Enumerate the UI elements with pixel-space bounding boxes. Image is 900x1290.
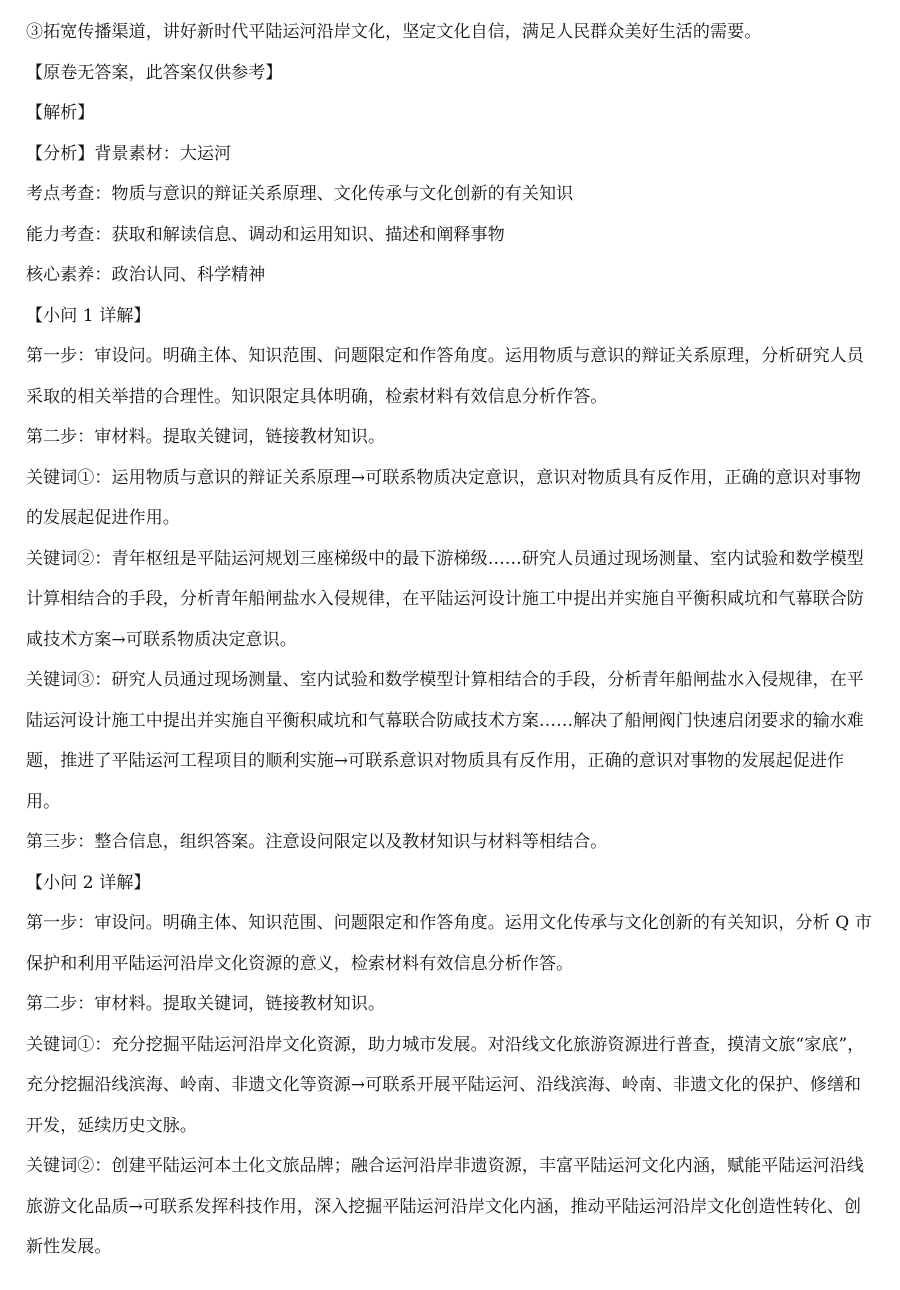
core-literacy: 核心素养：政治认同、科学精神 — [26, 265, 266, 285]
q1-keyword-1: 关键词①：运用物质与意识的辩证关系原理→可联系物质决定意识，意识对物质具有反作用，正确的意识对事物的发展起促进作用。 — [26, 467, 862, 528]
q1-step-3: 第三步：整合信息，组织答案。注意设问限定以及教材知识与材料等相结合。 — [26, 832, 608, 852]
q1-step-1: 第一步：审设问。明确主体、知识范围、问题限定和作答角度。运用物质与意识的辩证关系原理，分析研究人员采取的相关举措的合理性。知识限定具体明确，检索材料有效信息分析作答。 — [26, 346, 864, 407]
q2-keyword-1: 关键词①：充分挖掘平陆运河沿岸文化资源，助力城市发展。对沿线文化旅游资源进行普查，摸清文旅“家底”，充分挖掘沿线滨海、岭南、非遗文化等资源→可联系开展平陆运河、沿线滨海、岭南、非遗文化的保护、修缮和开发，延续历史文脉。 — [26, 1034, 865, 1136]
background-material: 【分析】背景素材：大运河 — [26, 143, 232, 164]
ability-points: 能力考查：获取和解读信息、调动和运用知识、描述和阐释事物 — [26, 224, 505, 245]
q2-step-1: 第一步：审设问。明确主体、知识范围、问题限定和作答角度。运用文化传承与文化创新的有关知识，分析 Q 市保护和利用平陆运河沿岸文化资源的意义，检索材料有效信息分析作答。 — [26, 913, 872, 974]
q1-keyword-3: 关键词③：研究人员通过现场测量、室内试验和数学模型计算相结合的手段，分析青年船闸盐水入侵规律，在平陆运河设计施工中提出并实施自平衡积咸坑和气幕联合防咸技术方案……解决了船闸阀门快速启闭要求的输水难题，推进了平陆运河工程项目的顺利实施→可联系意识对物质具有反作用，正确的意识对事物的发展起促进作用。 — [26, 670, 864, 812]
q2-step-2: 第二步：审材料。提取关键词，链接教材知识。 — [26, 994, 386, 1014]
analysis-heading: 【解析】 — [26, 103, 95, 123]
answer-point-3: ③拓宽传播渠道，讲好新时代平陆运河沿岸文化，坚定文化自信，满足人民群众美好生活的需要。 — [26, 22, 762, 42]
q1-keyword-2: 关键词②：青年枢纽是平陆运河规划三座梯级中的最下游梯级……研究人员通过现场测量、室内试验和数学模型计算相结合的手段，分析青年船闸盐水入侵规律，在平陆运河设计施工中提出并实施自平衡积咸坑和气幕联合防咸技术方案→可联系物质决定意识。 — [26, 548, 864, 650]
sub-question-2-heading: 【小问 2 详解】 — [26, 872, 151, 893]
q2-keyword-2: 关键词②：创建平陆运河本土化文旅品牌；融合运河沿岸非遗资源，丰富平陆运河文化内涵，赋能平陆运河沿线旅游文化品质→可联系发挥科技作用，深入挖掘平陆运河沿岸文化内涵，推动平陆运河沿岸文化创造性转化、创新性发展。 — [26, 1156, 864, 1257]
sub-question-1-heading: 【小问 1 详解】 — [26, 305, 151, 326]
reference-note: 【原卷无答案，此答案仅供参考】 — [26, 62, 283, 83]
knowledge-points: 考点考查：物质与意识的辩证关系原理、文化传承与文化创新的有关知识 — [26, 184, 574, 204]
q1-step-2: 第二步：审材料。提取关键词，链接教材知识。 — [26, 427, 386, 447]
